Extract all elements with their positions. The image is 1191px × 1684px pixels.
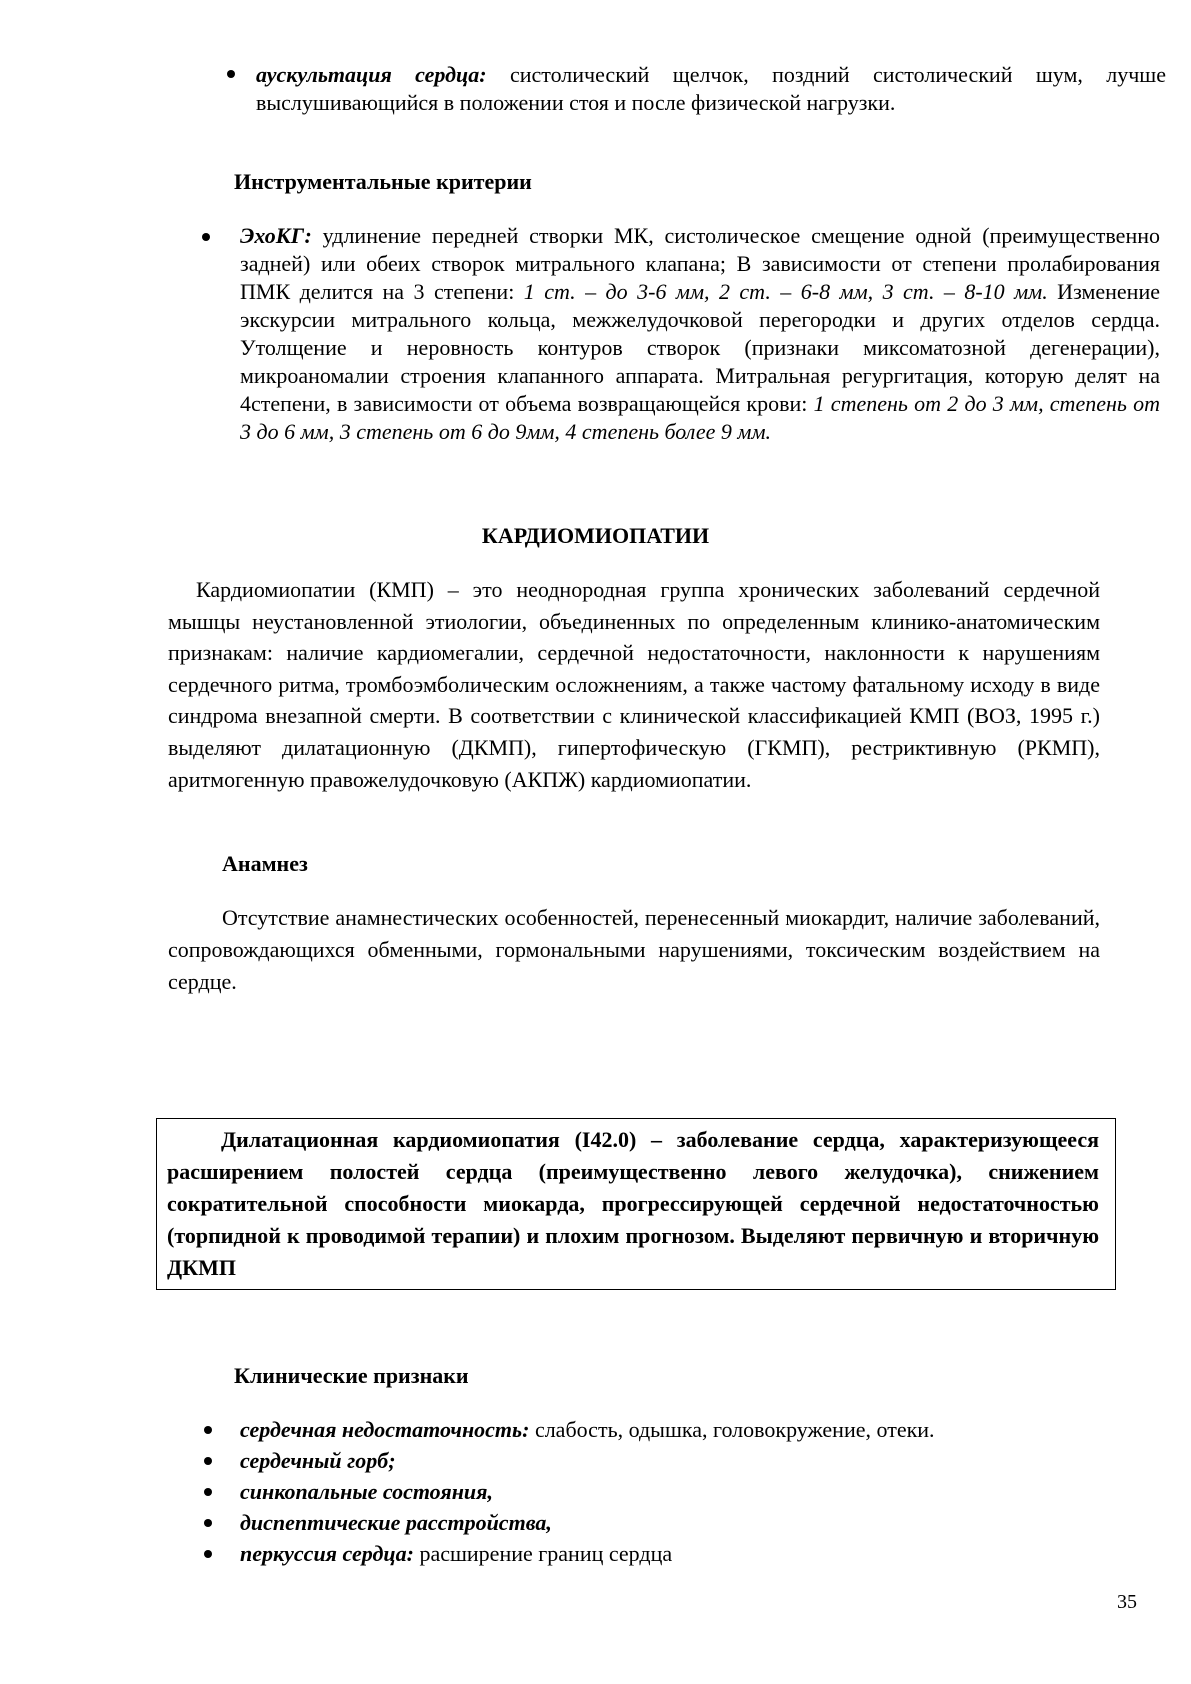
bullet-dot xyxy=(204,1550,212,1558)
bullet-term: диспептические расстройства, xyxy=(240,1510,552,1535)
bullet-term: синкопальные состояния, xyxy=(240,1479,493,1504)
bullet-term: перкуссия сердца: xyxy=(240,1541,414,1566)
list-item xyxy=(240,1416,935,1444)
list-item xyxy=(240,1509,552,1537)
cardiomyopathy-paragraph xyxy=(168,574,1100,795)
list-item xyxy=(240,1478,493,1506)
definition-text xyxy=(167,1124,1099,1284)
bullet-term: сердечный горб; xyxy=(240,1448,396,1473)
bullet-dot xyxy=(204,1457,212,1465)
anamnesis-heading: Анамнез xyxy=(222,851,308,876)
echo-bullet xyxy=(240,222,1160,446)
bullet-dot xyxy=(227,70,235,78)
auscultation-bullet xyxy=(256,61,1166,117)
bullet-dot xyxy=(202,233,210,241)
bullet-term: аускультация сердца: xyxy=(256,62,487,87)
bullet-term: ЭхоКГ: xyxy=(240,223,312,248)
bullet-text: расширение границ сердца xyxy=(413,1541,673,1566)
echo-degrees: 1 ст. – до 3-6 мм, 2 ст. – 6-8 мм, 3 ст. – 8-10 мм. xyxy=(523,279,1048,304)
bullet-text: слабость, одышка, головокружение, отеки. xyxy=(529,1417,935,1442)
cardiomyopathy-text: Кардиомиопатии (КМП) – это неоднородная группа хронических заболеваний сердечной мышцы неустановленной этиологии, объединенных по определенным клинико-анатомическим признакам: наличие кардиомегалии, сердечной недостаточности, наклонности к нарушениям сердечного ритма, тромбоэмболическим осложнениям, а также частому фатальному исходу в виде синдрома внезапной смерти. В соответствии с клинической классификацией КМП (ВОЗ, 1995 г.) выделяют дилатационную (ДКМП), гипертофическую (ГКМП), рестриктивную (РКМП), аритмогенную правожелудочковую (АКПЖ) кардиомиопатии. xyxy=(168,577,1100,792)
bullet-dot xyxy=(204,1488,212,1496)
list-item xyxy=(240,1540,672,1568)
clinical-heading: Клинические признаки xyxy=(234,1363,469,1388)
bullet-text: систолический щелчок, поздний систолический шум, лучше выслушивающийся в положении стоя и после физической нагрузки. xyxy=(256,62,1166,115)
page-number: 35 xyxy=(1117,1591,1137,1613)
echo-text-2: Изменение экскурсии митрального кольца, межжелудочковой перегородки и других отделов сердца. Утолщение и неровность контуров створок (признаки миксоматозной дегенерации), микроаномалии строения клапанного аппарата. Митральная регургитация, которую делят на 4степени, в зависимости от объема возвращающейся крови: xyxy=(240,279,1160,416)
bullet-dot xyxy=(204,1519,212,1527)
definition-content: Дилатационная кардиомиопатия (I42.0) – заболевание сердца, характеризующееся расширением полостей сердца (преимущественно левого желудочка), снижением сократительной способности миокарда, прогрессирующей сердечной недостаточностью (торпидной к проводимой терапии) и плохим прогнозом. Выделяют первичную и вторичную ДКМП xyxy=(167,1127,1099,1280)
regurgitation-degrees: 1 степень от 2 до 3 мм, степень от 3 до 6 мм, 3 степень от 6 до 9мм, 4 степень более 9 мм. xyxy=(240,391,1161,444)
list-item xyxy=(240,1447,396,1475)
section-title: КАРДИОМИОПАТИИ xyxy=(481,523,710,548)
bullet-term: сердечная недостаточность: xyxy=(240,1417,530,1442)
echo-text-1: удлинение передней створки МК, систолическое смещение одной (преимущественно задней) или обеих створок митрального клапана; В зависимости от степени пролабирования ПМК делится на 3 степени: xyxy=(240,223,1160,304)
anamnesis-paragraph xyxy=(168,902,1100,998)
bullet-dot xyxy=(204,1426,212,1434)
instrumental-heading: Инструментальные критерии xyxy=(234,169,532,194)
anamnesis-text: Отсутствие анамнестических особенностей, перенесенный миокардит, наличие заболеваний, сопровождающихся обменными, гормональными нарушениями, токсическим воздействием на сердце. xyxy=(168,905,1100,994)
